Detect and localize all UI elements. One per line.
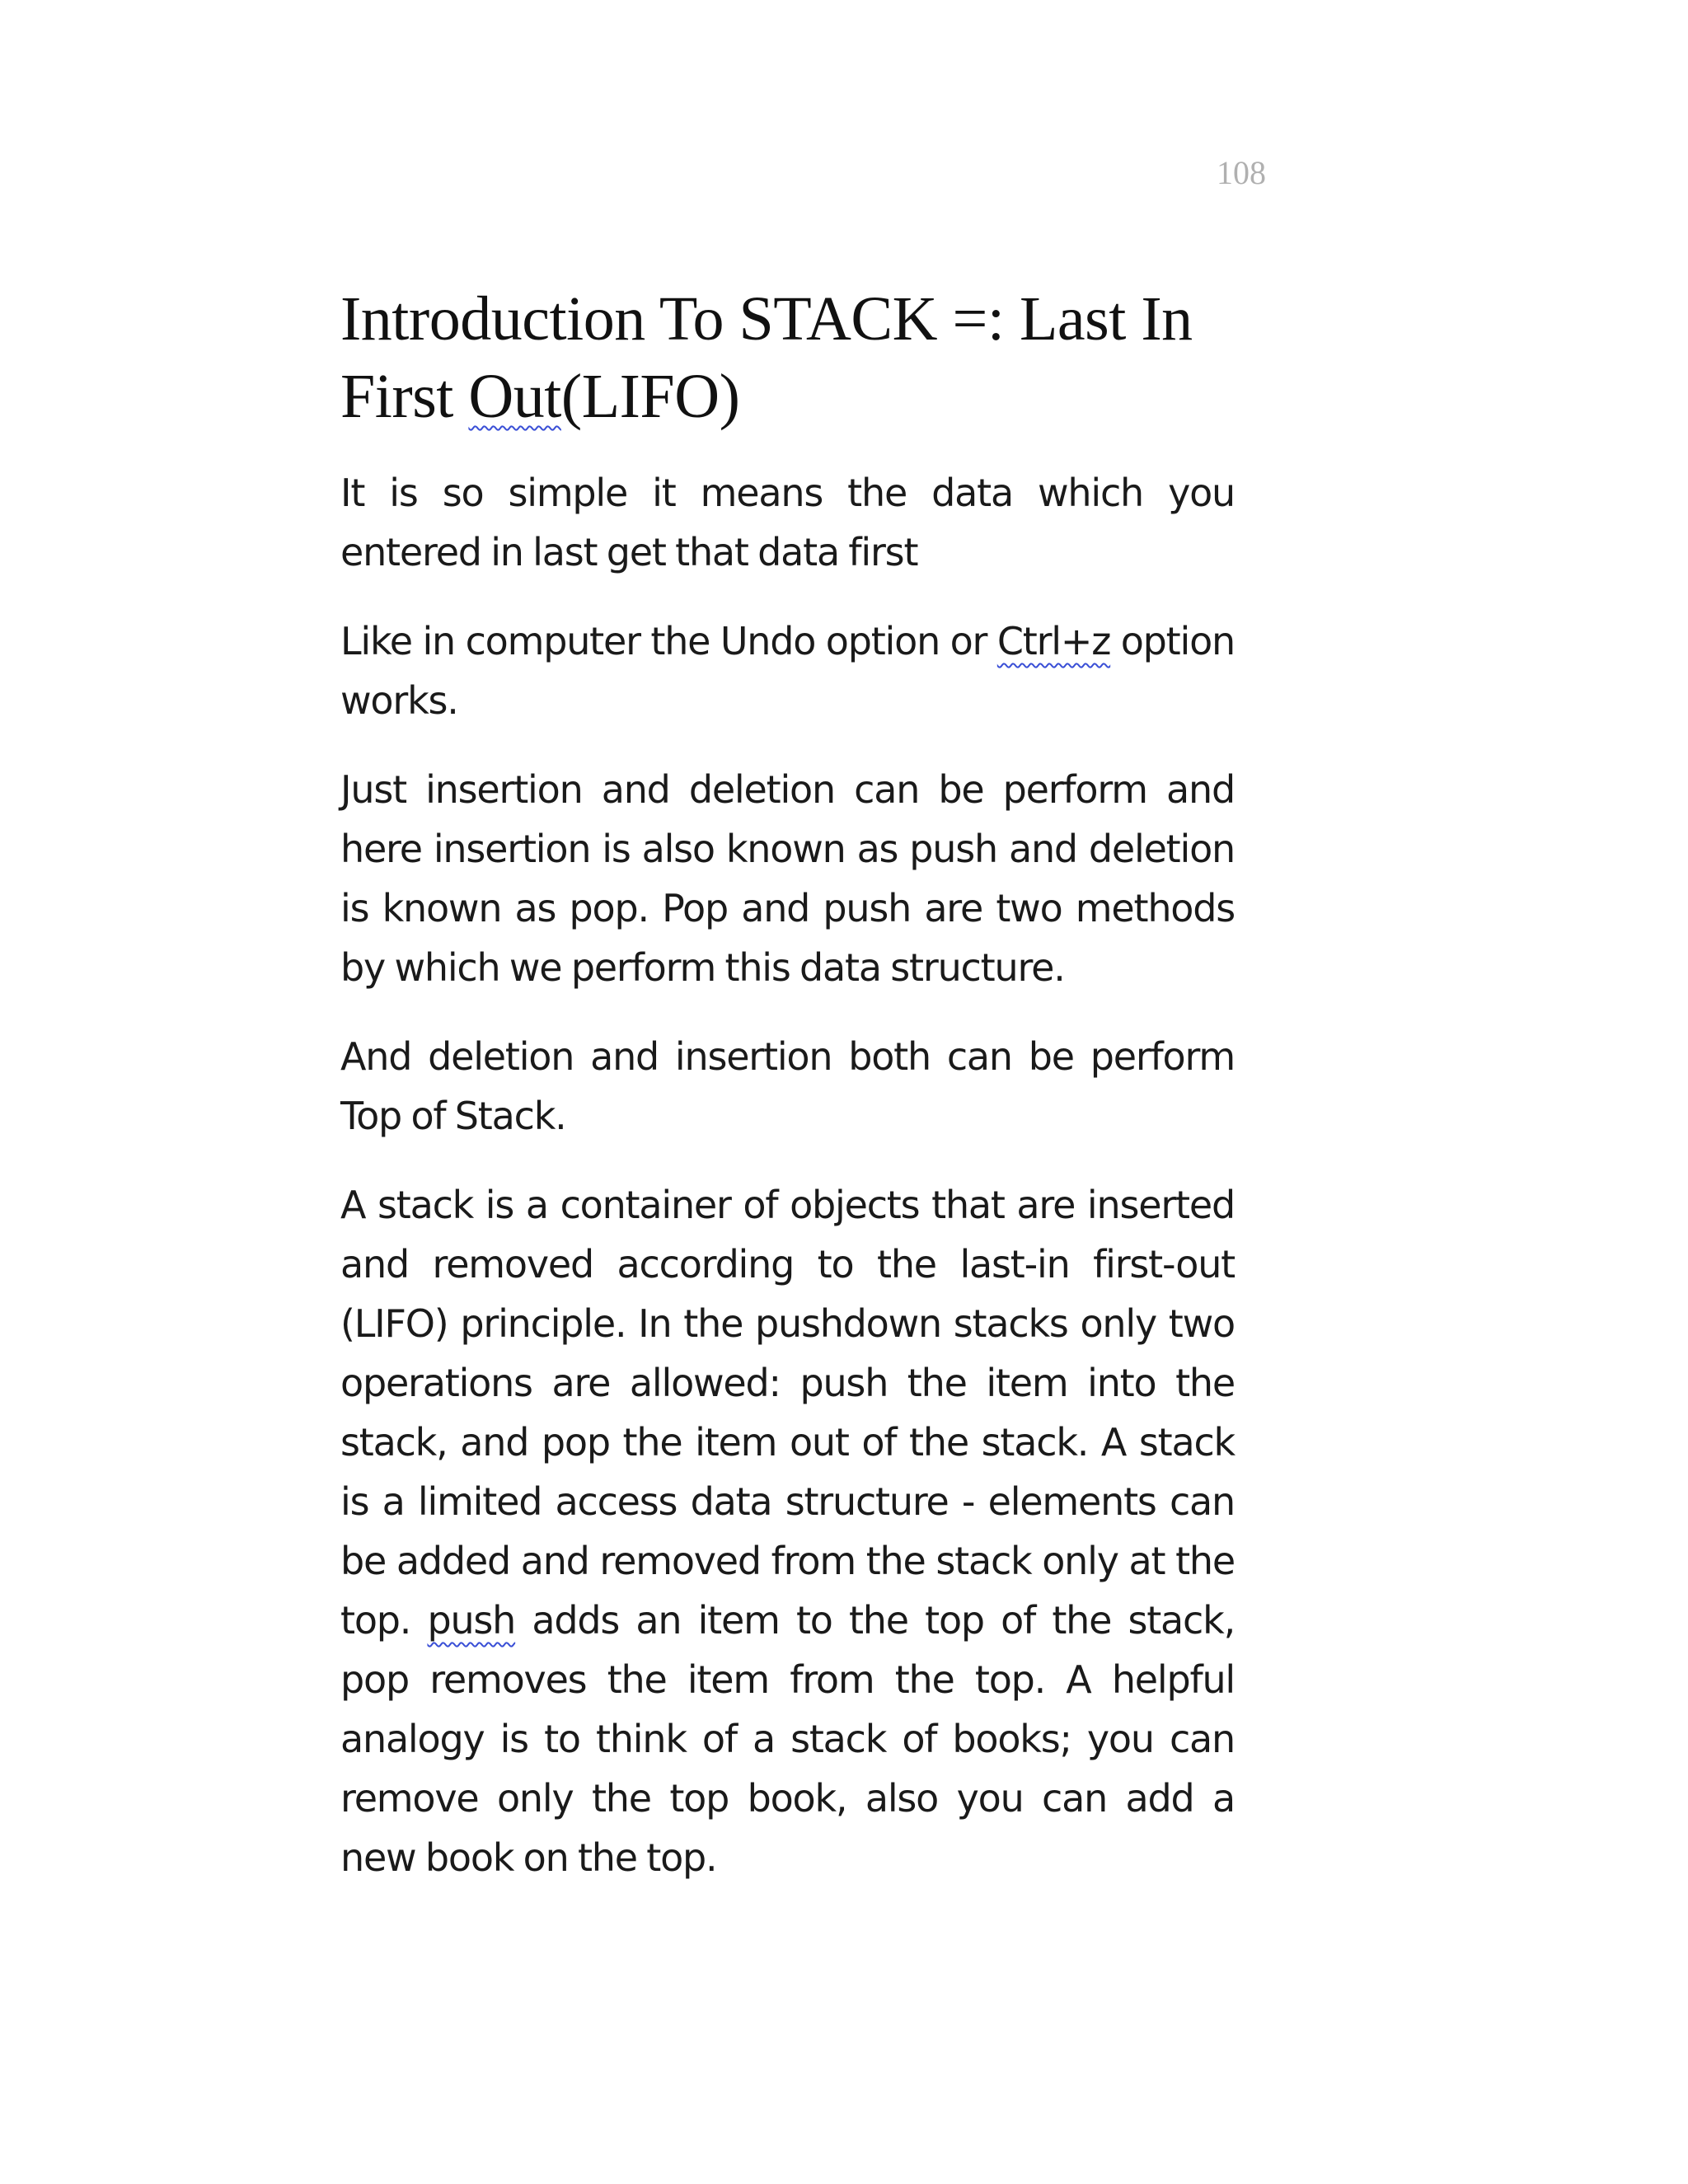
push-spellcheck-word: push	[427, 1598, 516, 1643]
ctrl-z-spellcheck-word: Ctrl+z	[996, 619, 1111, 663]
paragraph-stack-definition	[340, 1175, 1235, 1887]
definition-text-start: A stack is a container of objects that are inserted and removed according to the last-in first-out (LIFO) principle. In the pushdown stacks only two operations are allowed: push the item into the stack, and pop the item out of the stack. A stack is a limited access data structure - elements can be added and removed from the stack only at the top.	[340, 1183, 1235, 1643]
document-body	[340, 280, 1235, 1917]
paragraph-undo-example	[340, 612, 1235, 730]
paragraph-push-pop: Just insertion and deletion can be perform and here insertion is also known as push and deletion is known as pop. Pop and push are two methods by which we perform this data structure.	[340, 767, 1235, 990]
paragraph-lifo-meaning: It is so simple it means the data which you entered in last get that data first	[340, 471, 1235, 574]
title-text-start: Introduction To STACK =: Last In First	[340, 284, 1193, 431]
undo-text-start: Like in computer the Undo option or	[340, 619, 997, 663]
document-title	[340, 280, 1235, 435]
page-number: 108	[1217, 154, 1266, 191]
title-text-end: (LIFO)	[560, 362, 740, 431]
undo-text-end: option works.	[340, 619, 1235, 723]
title-spellcheck-word: Out	[468, 362, 561, 431]
paragraph-top-of-stack: And deletion and insertion both can be perform Top of Stack.	[340, 1034, 1235, 1138]
definition-text-end: adds an item to the top of the stack, pop removes the item from the top. A helpful analogy is to think of a stack of books; you can remove only the top book, also you can add a new book on the top.	[340, 1598, 1235, 1880]
